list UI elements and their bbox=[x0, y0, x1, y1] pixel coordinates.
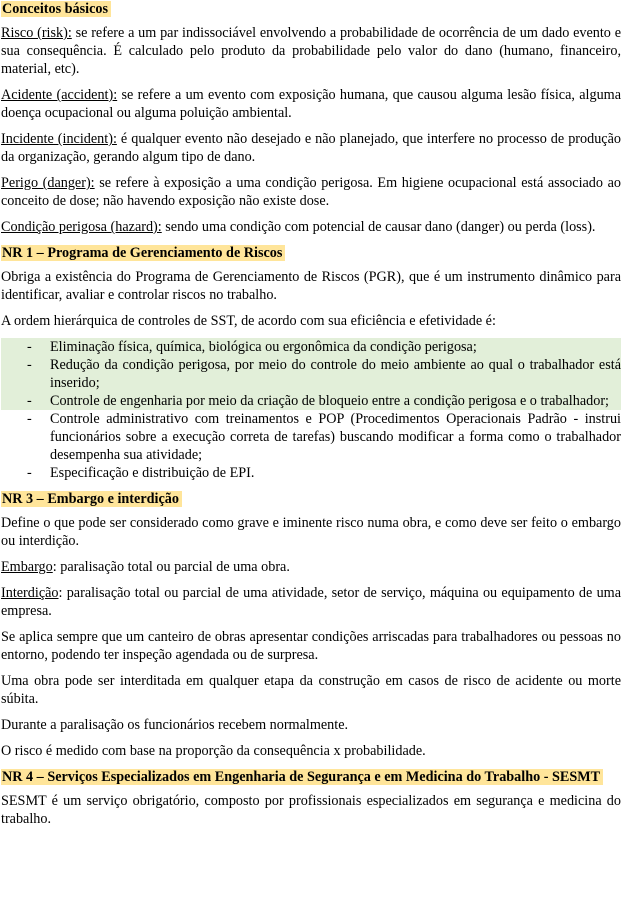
term-perigo: Perigo (danger): bbox=[1, 175, 95, 191]
paragraph-nr1-hierarquia: A ordem hierárquica de controles de SST, de acordo com sua eficiência e efetividade é: bbox=[1, 313, 496, 329]
list-item: - Controle administrativo com treinamentos e POP (Procedimentos Operacionais Padrão - instrui funcionários sobre a execução correta de tarefas) buscando modificar a forma como o trabalhador desempenha sua atividade; bbox=[1, 410, 621, 464]
paragraph-incidente bbox=[1, 130, 621, 166]
paragraph-acidente bbox=[1, 86, 621, 122]
term-acidente: Acidente (accident): bbox=[1, 87, 118, 103]
heading-nr4: NR 4 – Serviços Especializados em Engenharia de Segurança e em Medicina do Trabalho - SESMT bbox=[1, 769, 603, 785]
paragraph-embargo bbox=[1, 558, 621, 576]
definition-perigo: se refere à exposição a uma condição perigosa. Em higiene ocupacional está associado ao conceito de dose; não havendo exposição não existe dose. bbox=[1, 175, 621, 209]
paragraph-nr4-sesmt: SESMT é um serviço obrigatório, composto por profissionais especializados em segurança e medicina do trabalho. bbox=[1, 793, 621, 827]
term-embargo: Embargo bbox=[1, 559, 53, 575]
definition-risco: se refere a um par indissociável envolvendo a probabilidade de ocorrência de um dado evento e sua consequência. É calculado pelo produto da probabilidade pelo valor do dano (humano, financeiro, material, etc). bbox=[1, 25, 621, 77]
paragraph-risco bbox=[1, 24, 621, 78]
list-item: - Redução da condição perigosa, por meio do controle do meio ambiente ao qual o trabalhador está inserido; bbox=[1, 356, 621, 392]
paragraph-perigo bbox=[1, 174, 621, 210]
term-interdicao: Interdição bbox=[1, 585, 59, 601]
heading-conceitos-basicos: Conceitos básicos bbox=[1, 1, 111, 17]
section-heading-nr1 bbox=[1, 244, 621, 262]
paragraph-nr3-paralisacao: Durante a paralisação os funcionários recebem normalmente. bbox=[1, 717, 349, 733]
definition-acidente: se refere a um evento com exposição humana, que causou alguma lesão física, alguma doença ocupacional ou alguma poluição ambiental. bbox=[1, 87, 622, 121]
list-item: - Eliminação física, química, biológica ou ergonômica da condição perigosa; bbox=[1, 338, 621, 356]
paragraph-nr3-risco: O risco é medido com base na proporção da consequência x probabilidade. bbox=[1, 743, 426, 759]
controls-list bbox=[1, 338, 621, 482]
heading-nr1: NR 1 – Programa de Gerenciamento de Riscos bbox=[1, 245, 285, 261]
list-item: - Controle de engenharia por meio da criação de bloqueio entre a condição perigosa e o trabalhador; bbox=[1, 392, 621, 410]
term-risco: Risco (risk): bbox=[1, 25, 72, 41]
section-heading-nr3 bbox=[1, 490, 621, 508]
paragraph-interdicao bbox=[1, 584, 621, 620]
heading-nr3: NR 3 – Embargo e interdição bbox=[1, 491, 182, 507]
section-heading-conceitos bbox=[1, 0, 621, 18]
definition-embargo: : paralisação total ou parcial de uma obra. bbox=[52, 559, 290, 575]
paragraph-nr3-define: Define o que pode ser considerado como grave e iminente risco numa obra, e como deve ser feito o embargo ou interdição. bbox=[1, 515, 621, 549]
list-item: - Especificação e distribuição de EPI. bbox=[1, 464, 621, 482]
term-condicao-perigosa: Condição perigosa (hazard): bbox=[1, 219, 162, 235]
definition-incidente: é qualquer evento não desejado e não planejado, que interfere no processo de produção da organização, gerando algum tipo de dano. bbox=[1, 131, 621, 165]
paragraph-nr1-pgr: Obriga a existência do Programa de Gerenciamento de Riscos (PGR), que é um instrumento dinâmico para identificar, avaliar e controlar riscos no trabalho. bbox=[1, 269, 621, 303]
section-heading-nr4 bbox=[1, 768, 621, 786]
paragraph-nr3-aplica: Se aplica sempre que um canteiro de obras apresentar condições arriscadas para trabalhadores ou pessoas no entorno, podendo ter inspeção agendada ou de surpresa. bbox=[1, 629, 621, 663]
definition-condicao-perigosa: sendo uma condição com potencial de causar dano (danger) ou perda (loss). bbox=[161, 219, 596, 235]
definition-interdicao: : paralisação total ou parcial de uma atividade, setor de serviço, máquina ou equipamento de uma empresa. bbox=[1, 585, 621, 619]
paragraph-condicao-perigosa bbox=[1, 218, 621, 236]
paragraph-nr3-interditada: Uma obra pode ser interditada em qualquer etapa da construção em casos de risco de acidente ou morte súbita. bbox=[1, 673, 621, 707]
term-incidente: Incidente (incident): bbox=[1, 131, 117, 147]
